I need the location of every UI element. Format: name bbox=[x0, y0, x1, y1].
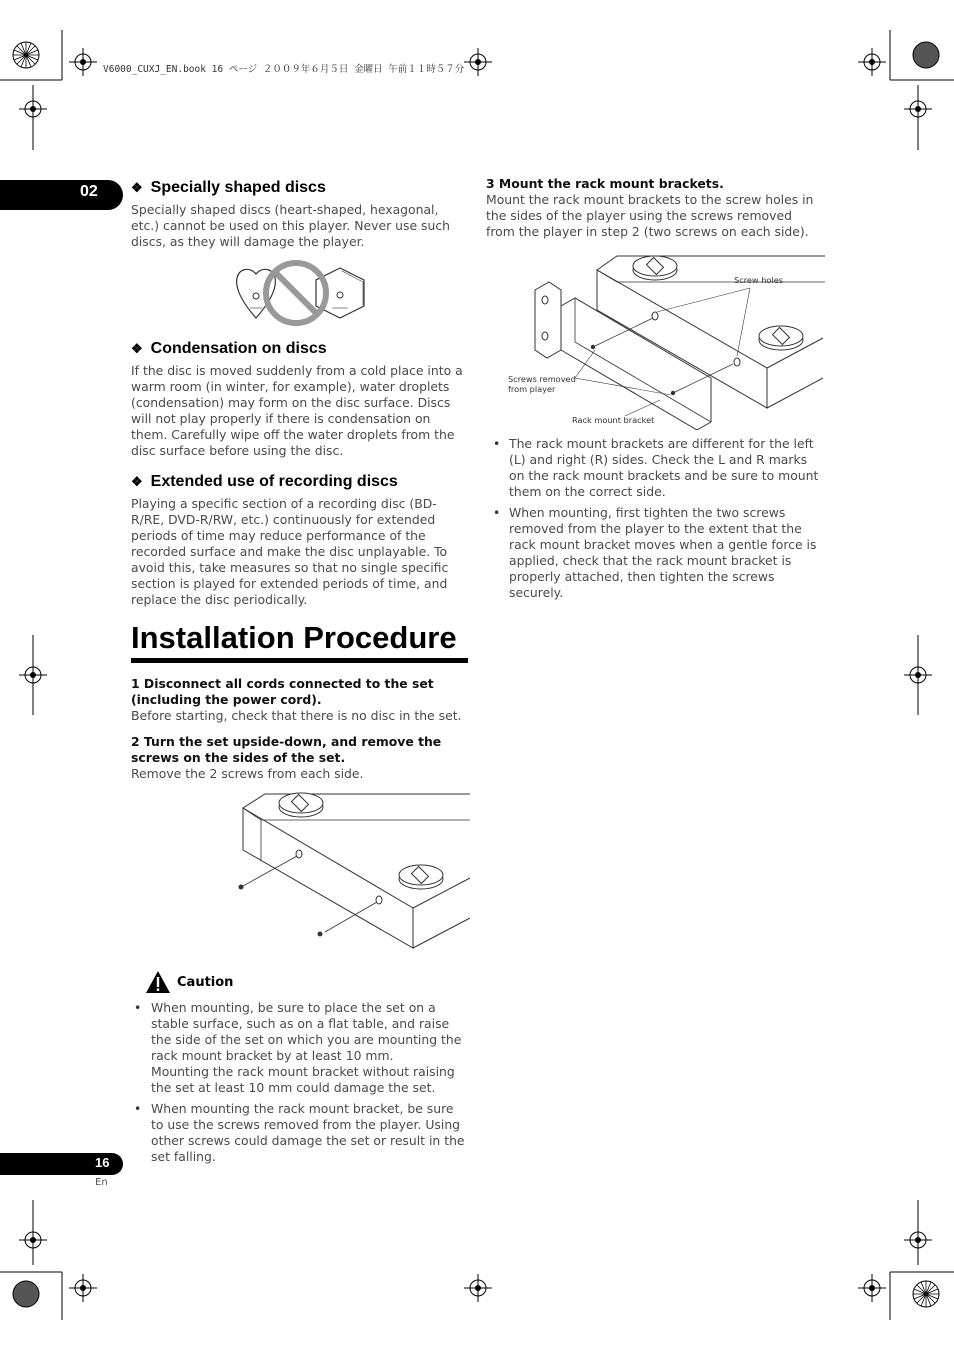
bullet-dot-icon: • bbox=[493, 505, 501, 520]
step3-title: 3 Mount the rack mount brackets. bbox=[486, 176, 724, 191]
step1-text: Before starting, check that there is no disc in the set. bbox=[131, 708, 462, 723]
list-item: • When mounting the rack mount bracket, be sure to use the screws removed from the player. Using other screws could damage the set or result in the set falling. bbox=[134, 1101, 465, 1164]
page-language: En bbox=[95, 1177, 108, 1188]
screw-removal-illustration bbox=[235, 790, 470, 950]
page-number: 16 bbox=[95, 1155, 110, 1170]
list-item: • When mounting, be sure to place the set on a stable surface, such as on a flat table, and raise the side of the set on which you are mounting the rack mount bracket by at least 10 mm. Mounting the rack mount bracket without raising the set at least 10 mm could damage the set. bbox=[134, 1000, 462, 1095]
caution-box bbox=[131, 970, 468, 1170]
caution-title: Caution bbox=[177, 974, 234, 990]
rack-mount-notes bbox=[490, 436, 822, 606]
title-rule bbox=[131, 658, 468, 663]
section-heading-specially-shaped: ❖ Specially shaped discs bbox=[131, 179, 326, 196]
step2-text: Remove the 2 screws from each side. bbox=[131, 766, 364, 781]
bullet-dot-icon: • bbox=[493, 436, 501, 451]
warning-icon bbox=[145, 970, 171, 994]
right-column bbox=[486, 176, 822, 240]
label-screws-removed: Screws removed from player bbox=[508, 374, 576, 394]
label-screw-holes: Screw holes bbox=[734, 275, 783, 285]
rack-mount-list bbox=[490, 436, 822, 601]
installation-title: Installation Procedure bbox=[131, 620, 457, 655]
bullet-dot-icon: • bbox=[134, 1000, 142, 1015]
diamond-bullet-icon: ❖ bbox=[131, 341, 143, 356]
label-rack-mount-bracket: Rack mount bracket bbox=[572, 415, 655, 425]
list-item: • The rack mount brackets are different for the left (L) and right (R) sides. Check the L and R marks on the rack mount brackets and be sure to mount them on the correct side. bbox=[493, 436, 819, 499]
prohibited-discs-illustration bbox=[232, 258, 368, 330]
chapter-number: 02 bbox=[80, 183, 98, 200]
bullet-dot-icon: • bbox=[134, 1101, 142, 1116]
condensation-text: If the disc is moved suddenly from a cold place into a warm room (in winter, for example), water droplets (condensation) may form on the disc surface. Discs will not play properly if there is condensation on them. Carefully wipe off the water droplets from the disc surface before using the disc. bbox=[131, 363, 463, 458]
list-item: • When mounting, first tighten the two screws removed from the player to the extent that the rack mount bracket moves when a gentle force is applied, check that the rack mount bracket is properly attached, then tighten the screws securely. bbox=[493, 505, 817, 600]
recording-discs-section bbox=[131, 472, 468, 608]
recording-discs-text: Playing a specific section of a recording disc (BD-R/RE, DVD-R/RW, etc.) continuously for extended periods of time may reduce performance of the recorded surface and make the disc unplayable. To avoid this, take measures so that no single specific section is played for extended periods of time, and replace the disc periodically. bbox=[131, 496, 449, 607]
caution-heading bbox=[145, 970, 468, 994]
diamond-bullet-icon: ❖ bbox=[131, 474, 143, 489]
step3-text: Mount the rack mount brackets to the screw holes in the sides of the player using the screws removed from the player in step 2 (two screws on each side). bbox=[486, 192, 814, 239]
section-heading-recording-discs: ❖ Extended use of recording discs bbox=[131, 473, 398, 490]
print-file-header: V6000_CUXJ_EN.book 16 ページ ２００９年６月５日 金曜日 午前１１時５７分 bbox=[103, 64, 465, 75]
left-column bbox=[131, 178, 468, 250]
installation-section bbox=[131, 620, 468, 782]
diamond-bullet-icon: ❖ bbox=[131, 180, 143, 195]
condensation-section bbox=[131, 339, 468, 459]
chapter-tab bbox=[0, 180, 123, 210]
section-heading-condensation: ❖ Condensation on discs bbox=[131, 340, 327, 357]
caution-list bbox=[131, 1000, 468, 1165]
step2-title: 2 Turn the set upside-down, and remove the screws on the sides of the set. bbox=[131, 734, 442, 765]
specially-shaped-text: Specially shaped discs (heart-shaped, hexagonal, etc.) cannot be used on this player. Never use such discs, as they will damage the player. bbox=[131, 202, 450, 249]
step1-title: 1 Disconnect all cords connected to the set (including the power cord). bbox=[131, 676, 434, 707]
